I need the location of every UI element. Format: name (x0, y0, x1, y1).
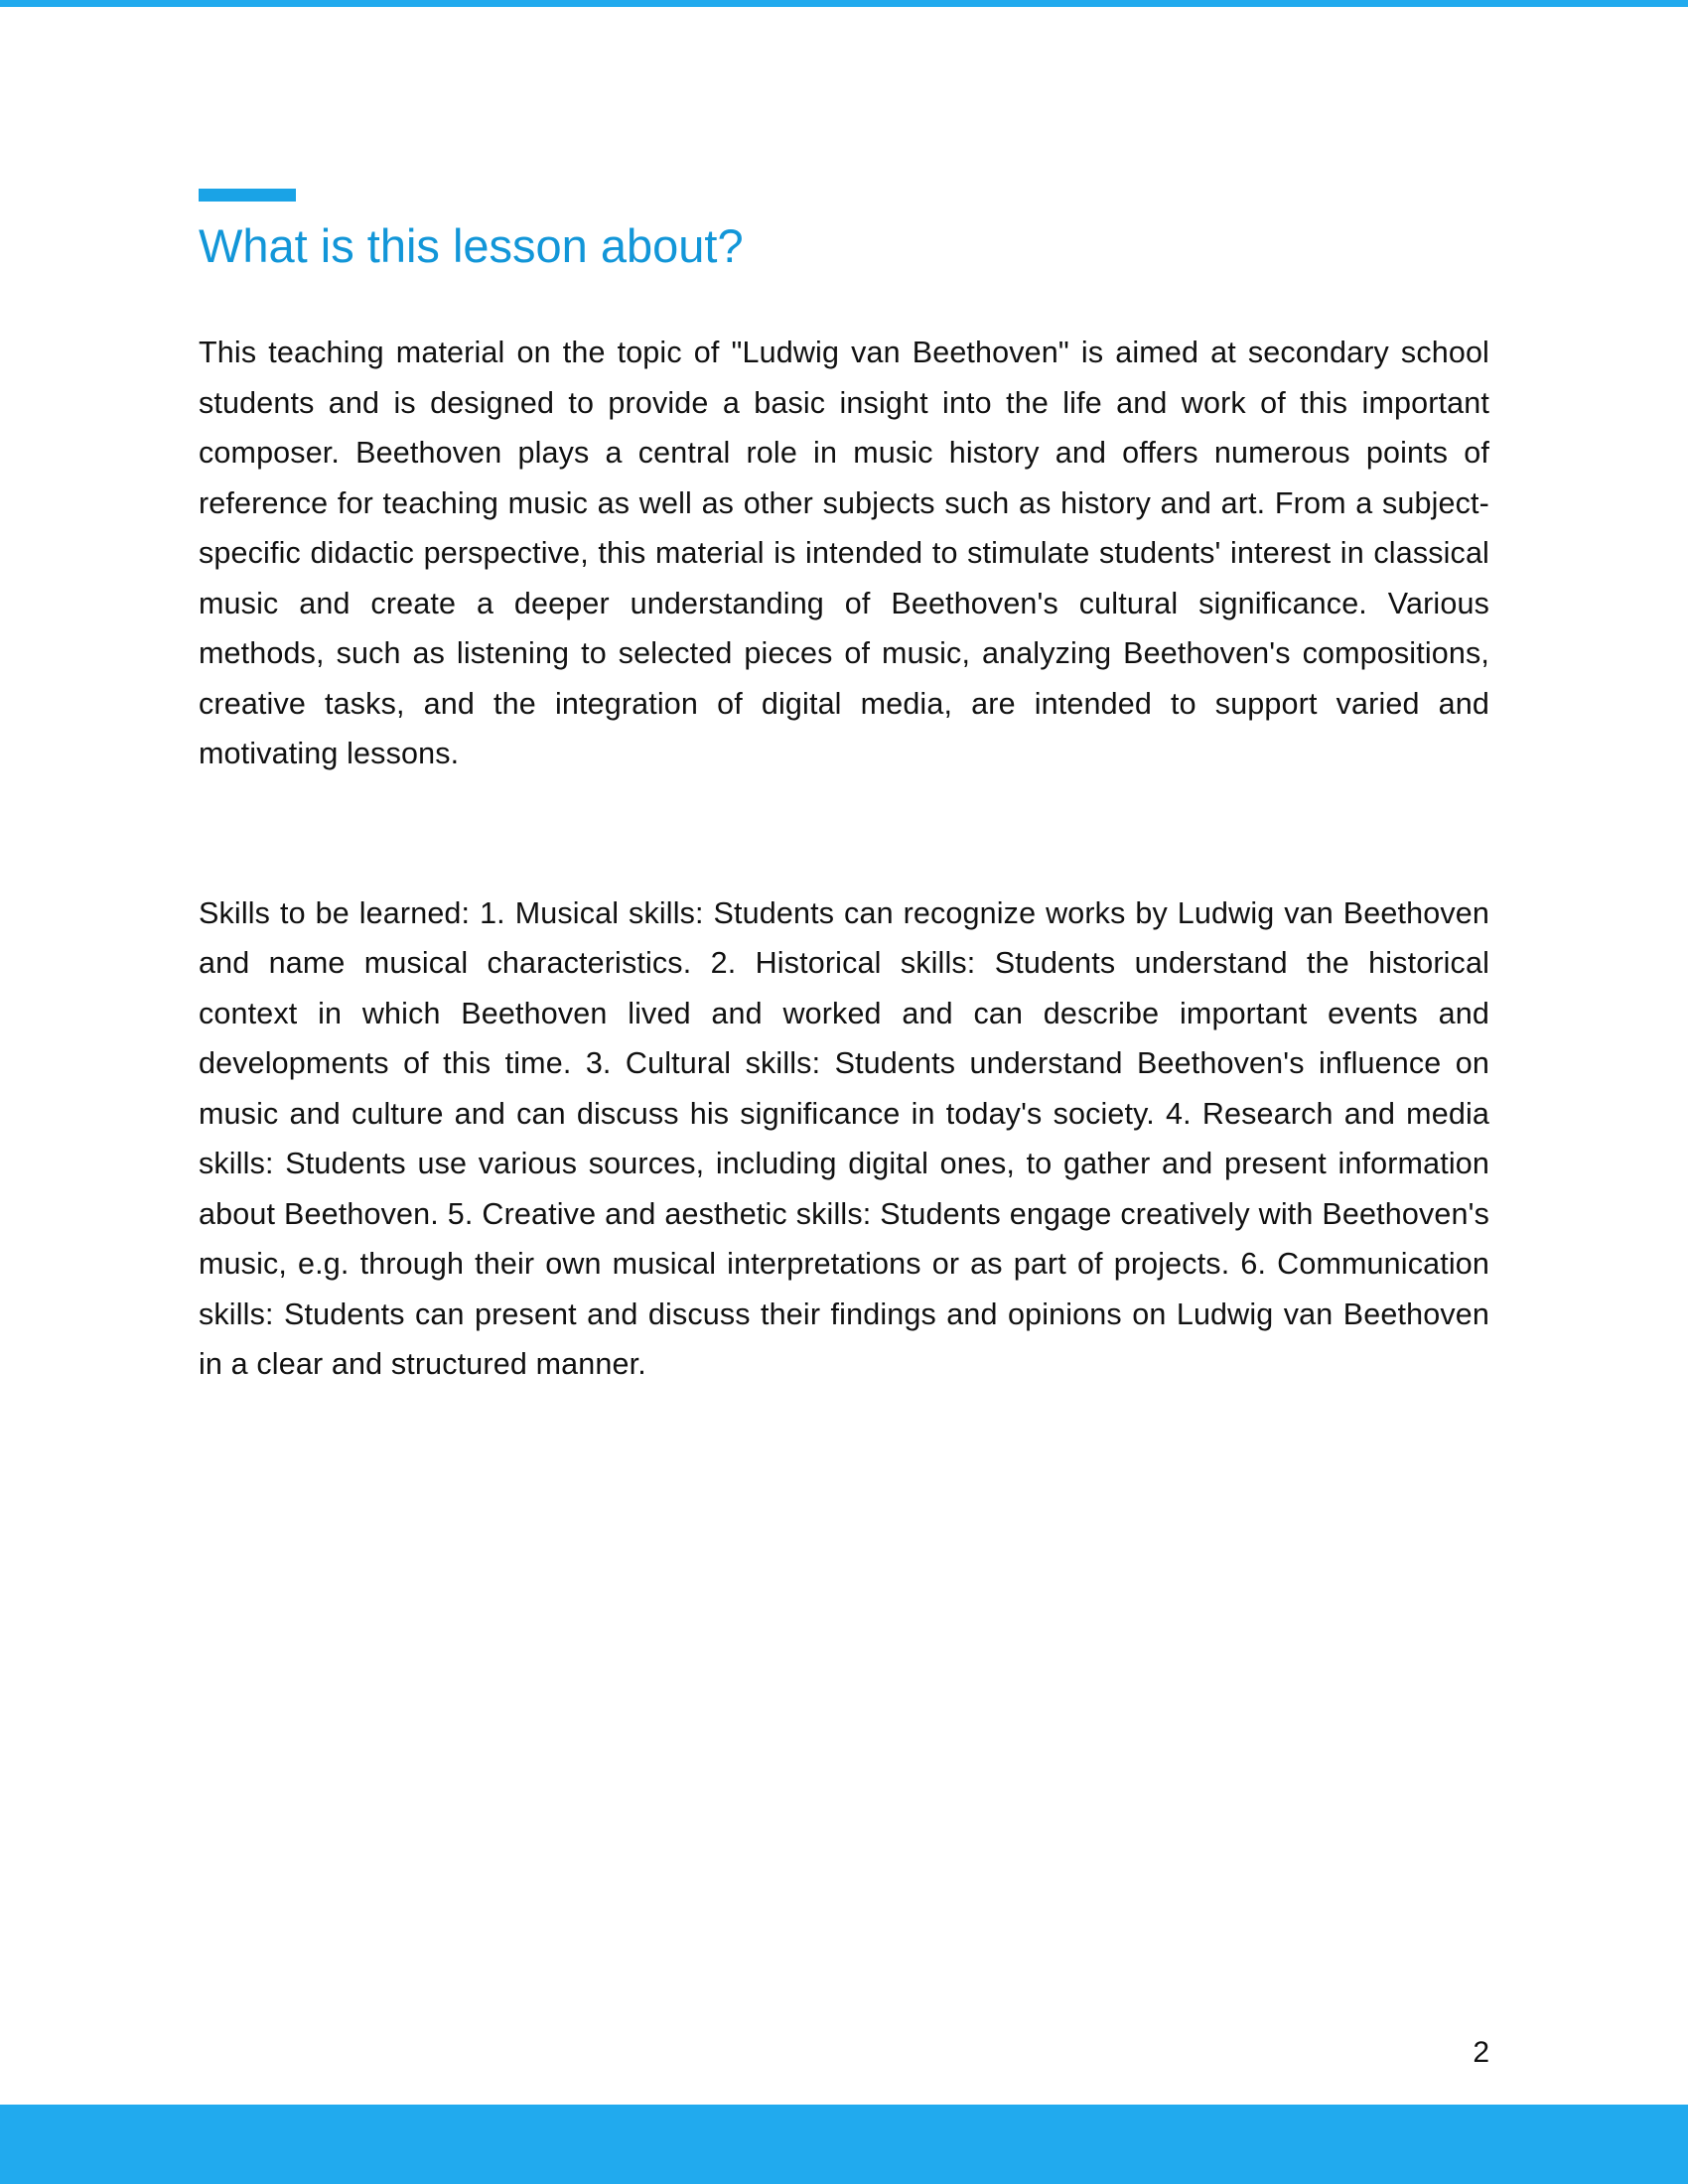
heading-accent-bar (199, 189, 296, 202)
section-heading: What is this lesson about? (199, 219, 744, 272)
lesson-section (199, 189, 1489, 1390)
footer-band (0, 2105, 1688, 2184)
page-number: 2 (1473, 2036, 1489, 2069)
top-accent-rule (0, 0, 1688, 7)
intro-paragraph: This teaching material on the topic of "Ludwig van Beethoven" is aimed at secondary school students and is designed to provide a basic insight into the life and work of this important composer. Beethoven plays a central role in music history and offers numerous points of reference for teaching music as well as other subjects such as history and art. From a subject-specific didactic perspective, this material is intended to stimulate students' interest in classical music and create a deeper understanding of Beethoven's cultural significance. Various methods, such as listening to selected pieces of music, analyzing Beethoven's compositions, creative tasks, and the integration of digital media, are intended to support varied and motivating lessons. (199, 336, 1489, 770)
skills-paragraph: Skills to be learned: 1. Musical skills: Students can recognize works by Ludwig van Beethoven and name musical characteristics. 2. Historical skills: Students understand the historical context in which Beethoven lived and worked and can describe important events and developments of this time. 3. Cultural skills: Students understand Beethoven's influence on music and culture and can discuss his significance in today's society. 4. Research and media skills: Students use various sources, including digital ones, to gather and present information about Beethoven. 5. Creative and aesthetic skills: Students engage creatively with Beethoven's music, e.g. through their own musical interpretations or as part of projects. 6. Communication skills: Students can present and discuss their findings and opinions on Ludwig van Beethoven in a clear and structured manner. (199, 895, 1489, 1381)
